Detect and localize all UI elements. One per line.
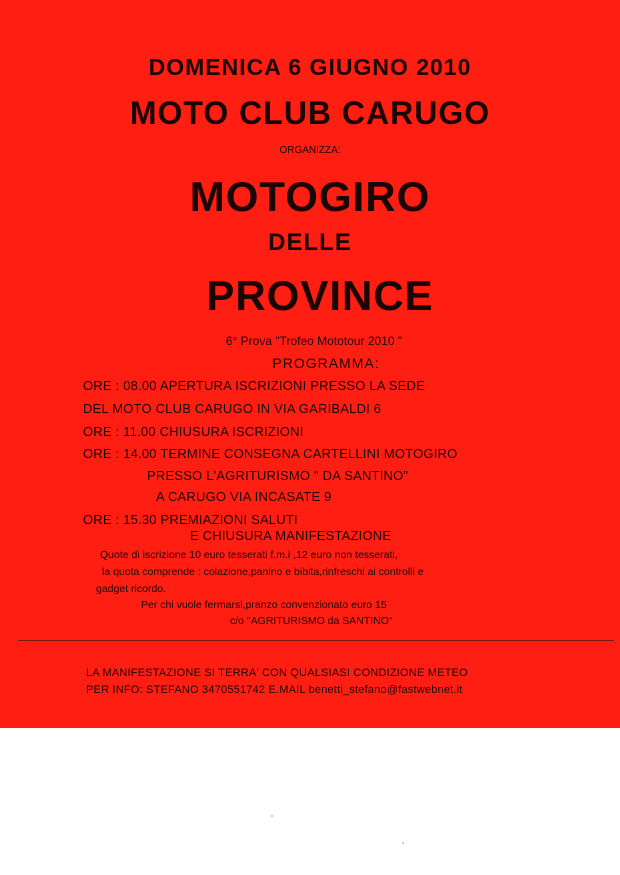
scan-speck — [271, 815, 273, 817]
club-name: MOTO CLUB CARUGO — [129, 95, 491, 131]
quote-line: c/o "AGRITURISMO da SANTINO" — [230, 615, 393, 627]
programma-heading: PROGRAMMA: — [272, 355, 380, 371]
programma-line: ORE : 14.00 TERMINE CONSEGNA CARTELLINI MOTOGIRO — [83, 446, 458, 461]
event-title-province: PROVINCE — [206, 272, 434, 319]
event-title-delle: DELLE — [268, 229, 352, 256]
programma-line: ORE : 08.00 APERTURA ISCRIZIONI PRESSO LA SEDE — [83, 378, 426, 393]
programma-line: A CARUGO VIA INCASATE 9 — [156, 489, 332, 504]
footer-contact-info: PER INFO: STEFANO 3470551742 E.MAIL benetti_stefano@fastwebnet.it — [86, 684, 463, 696]
programma-line: PRESSO L'AGRITURISMO " DA SANTINO" — [147, 468, 409, 483]
programma-line: ORE : 15.30 PREMIAZIONI SALUTI — [83, 512, 298, 527]
quote-line: Per chi vuole fermarsi,pranzo convenzionato euro 15 — [141, 599, 387, 611]
divider-line — [18, 640, 614, 641]
quote-line: gadget ricordo. — [96, 583, 167, 595]
footer-weather-note: LA MANIFESTAZIONE SI TERRA' CON QUALSIASI CONDIZIONE METEO — [86, 667, 468, 679]
event-date: DOMENICA 6 GIUGNO 2010 — [148, 54, 472, 80]
trofeo-subtitle: 6° Prova "Trofeo Mototour 2010 " — [225, 334, 403, 348]
programma-line: ORE : 11.00 CHIUSURA ISCRIZIONI — [83, 424, 304, 439]
quote-line: Quote di iscrizione 10 euro tesserati f.m.i ,12 euro non tesserati, — [100, 549, 398, 561]
event-title-motogiro: MOTOGIRO — [189, 173, 431, 220]
scan-speck — [402, 842, 404, 844]
quote-line: la quota comprende : colazione,panino e bibita,rinfreschi ai controlli e — [102, 566, 424, 578]
organizza-label: ORGANIZZA: — [279, 145, 341, 156]
programma-line: DEL MOTO CLUB CARUGO IN VIA GARIBALDI 6 — [83, 401, 382, 416]
programma-line: E CHIUSURA MANIFESTAZIONE — [190, 528, 392, 543]
